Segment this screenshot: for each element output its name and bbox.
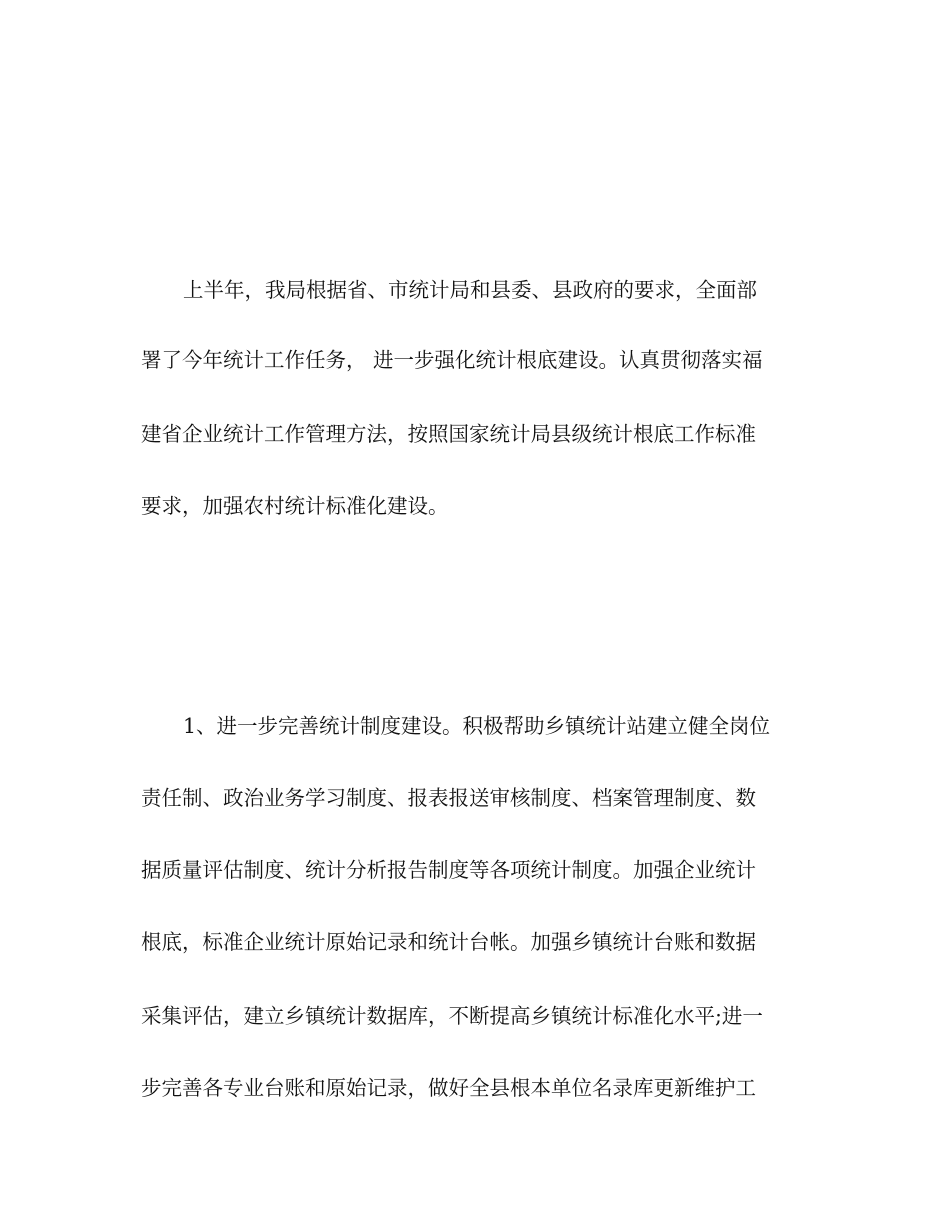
paragraph-2-line-1: 1、进一步完善统计制度建设。积极帮助乡镇统计站建立健全岗位: [183, 714, 771, 738]
paragraph-1-line-2: 署了今年统计工作任务， 进一步强化统计根底建设。认真贯彻落实福: [141, 348, 763, 372]
paragraph-1-line-4: 要求，加强农村统计标准化建设。: [141, 494, 449, 518]
paragraph-2-line-6: 步完善各专业台账和原始记录，做好全县根本单位名录库更新维护工: [141, 1076, 756, 1100]
paragraph-1-line-1: 上半年，我局根据省、市统计局和县委、县政府的要求，全面部: [183, 278, 757, 302]
paragraph-2-line-3: 据质量评估制度、统计分析报告制度等各项统计制度。加强企业统计: [141, 858, 756, 882]
paragraph-2-line-2: 责任制、政治业务学习制度、报表报送审核制度、档案管理制度、数: [141, 786, 756, 810]
paragraph-2-line-5: 采集评估，建立乡镇统计数据库，不断提高乡镇统计标准化水平;进一: [141, 1004, 763, 1028]
paragraph-1-line-3: 建省企业统计工作管理方法，按照国家统计局县级统计根底工作标准: [141, 422, 756, 446]
paragraph-2-line-4: 根底，标准企业统计原始记录和统计台帐。加强乡镇统计台账和数据: [141, 930, 756, 954]
